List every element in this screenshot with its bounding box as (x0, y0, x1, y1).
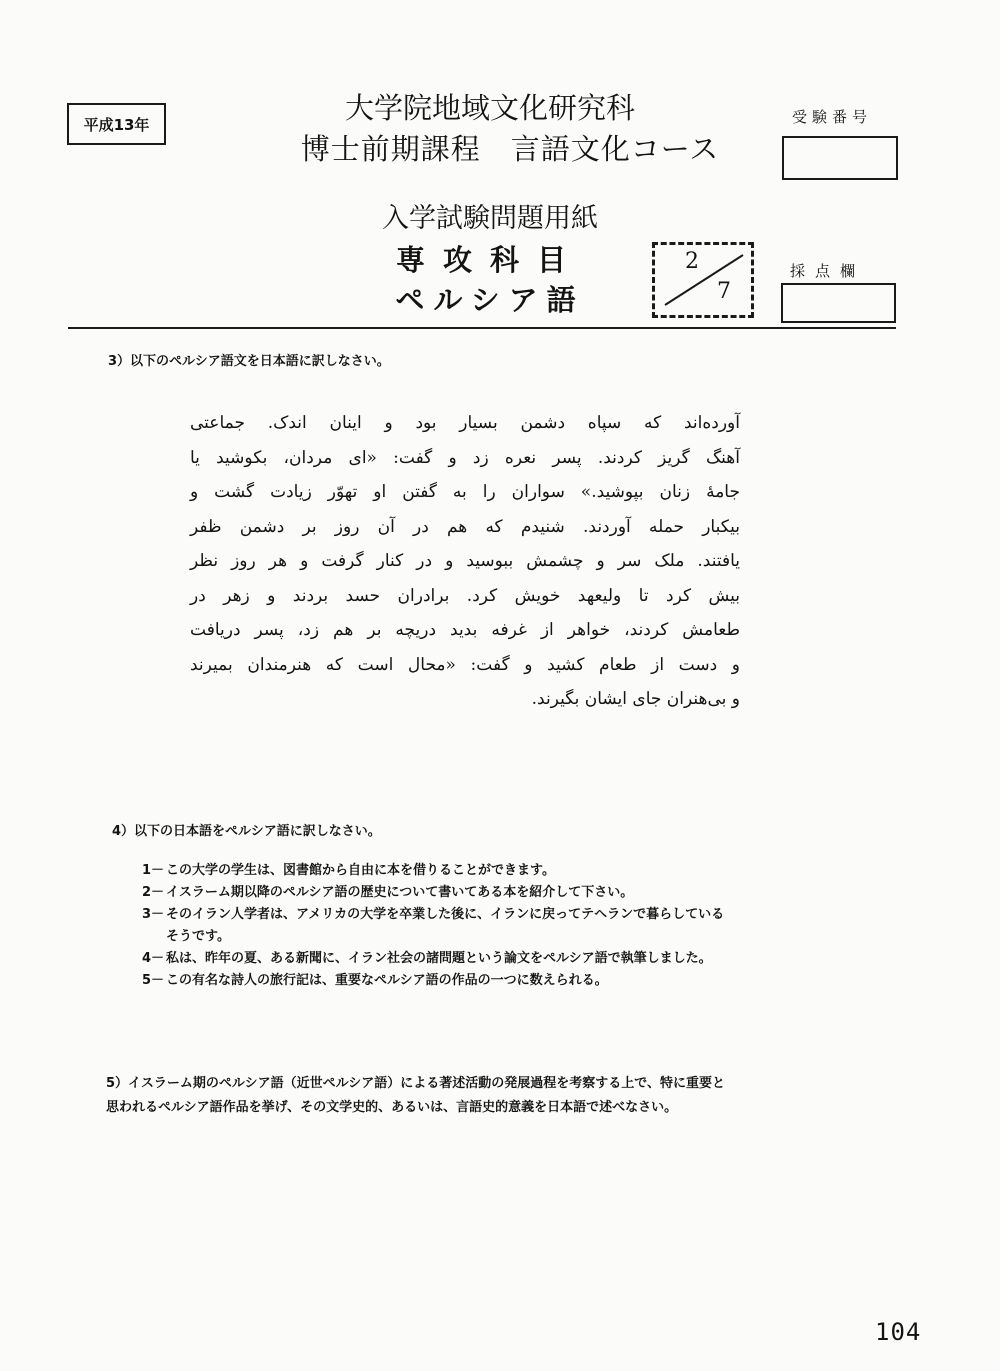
exam-number-label: 受験番号 (792, 108, 873, 126)
persian-line: و دست از طعام کشید و گفت: «محال است که هنرمندان بمیرند (190, 654, 740, 675)
persian-line: آهنگ گریز کردند. پسر نعره زد و گفت: «ای مردان، بکوشید یا (190, 447, 740, 468)
persian-line: بیش کرد تا ولیعهد خویش کرد. برادران حسد بردند و زهر در (190, 585, 740, 606)
graduate-school-title: 大学院地域文化研究科 (344, 91, 635, 125)
list-item (142, 882, 732, 904)
subject-name: ペルシア語 (395, 283, 585, 317)
item-text: この大学の学生は、図書館から自由に本を借りることができます。 (166, 863, 555, 878)
item-number: 4－ (142, 951, 165, 966)
list-item (142, 904, 732, 948)
question-5-prompt: 5）イスラーム期のペルシア語（近世ペルシア語）による著述活動の発展過程を考察する上で、特に重要と思われるペルシア語作品を挙げ、その文学史的、あるいは、言語史的意義を日本語で述べなさい。 (106, 1076, 726, 1115)
persian-line: یافتند. ملک سر و چشمش ببوسید و در کنار گرفت و هر روز نظر (190, 551, 740, 571)
header-divider (68, 327, 896, 329)
list-item (142, 948, 732, 970)
question-3-prompt: 3）以下のペルシア語文を日本語に訳しなさい。 (108, 354, 390, 369)
page-count-mark (652, 242, 754, 318)
item-text: 私は、昨年の夏、ある新聞に、イラン社会の諸問題という論文をペルシア語で執筆しました。 (166, 951, 712, 966)
item-number: 3－ (142, 907, 165, 922)
exam-sheet-title: 入学試験問題用紙 (382, 203, 598, 234)
item-number: 5－ (142, 973, 165, 988)
score-field[interactable] (781, 283, 896, 323)
score-label: 採点欄 (790, 262, 866, 280)
question-4-prompt: 4）以下の日本語をペルシア語に訳しなさい。 (112, 824, 381, 839)
list-item (142, 970, 732, 992)
exam-number-field[interactable] (782, 136, 898, 180)
item-number: 1－ (142, 863, 165, 878)
persian-line: طعامش کردند، خواهر از غرفه بدید دریچه بر هم زد، پسر دریافت (190, 620, 740, 640)
item-text: この有名な詩人の旅行記は、重要なペルシア語の作品の一つに数えられる。 (166, 973, 608, 988)
list-item (142, 860, 732, 882)
item-number: 2－ (142, 885, 165, 900)
slash-icon (655, 245, 751, 315)
course-title: 博士前期課程 言語文化コース (300, 132, 720, 166)
item-text: イスラーム期以降のペルシア語の歴史について書いてある本を紹介して下さい。 (166, 885, 634, 900)
persian-line: جامهٔ زنان بپوشید.» سواران را به گفتن او تهوّر زیادت گشت و (190, 482, 740, 502)
subject-label: 専攻科目 (395, 243, 584, 277)
persian-line: آورده‌اند که سپاه دشمن بسیار بود و اینان اندک. جماعتی (190, 413, 740, 433)
item-text: そのイラン人学者は、アメリカの大学を卒業した後に、イランに戻ってテヘランで暮らしているそうです。 (166, 907, 725, 944)
page-count-denominator: 7 (717, 279, 731, 304)
persian-line: و بی‌هنران جای ایشان بگیرند. (531, 689, 740, 709)
persian-passage (190, 406, 740, 717)
page-count-numerator: 2 (685, 249, 699, 274)
year-label: 平成13年 (67, 103, 166, 145)
persian-line: بیکبار حمله آوردند. شنیدم که هم در آن روز بر دشمن ظفر (190, 516, 740, 537)
page-number: 104 (875, 1318, 922, 1346)
question-4-items (142, 860, 732, 992)
